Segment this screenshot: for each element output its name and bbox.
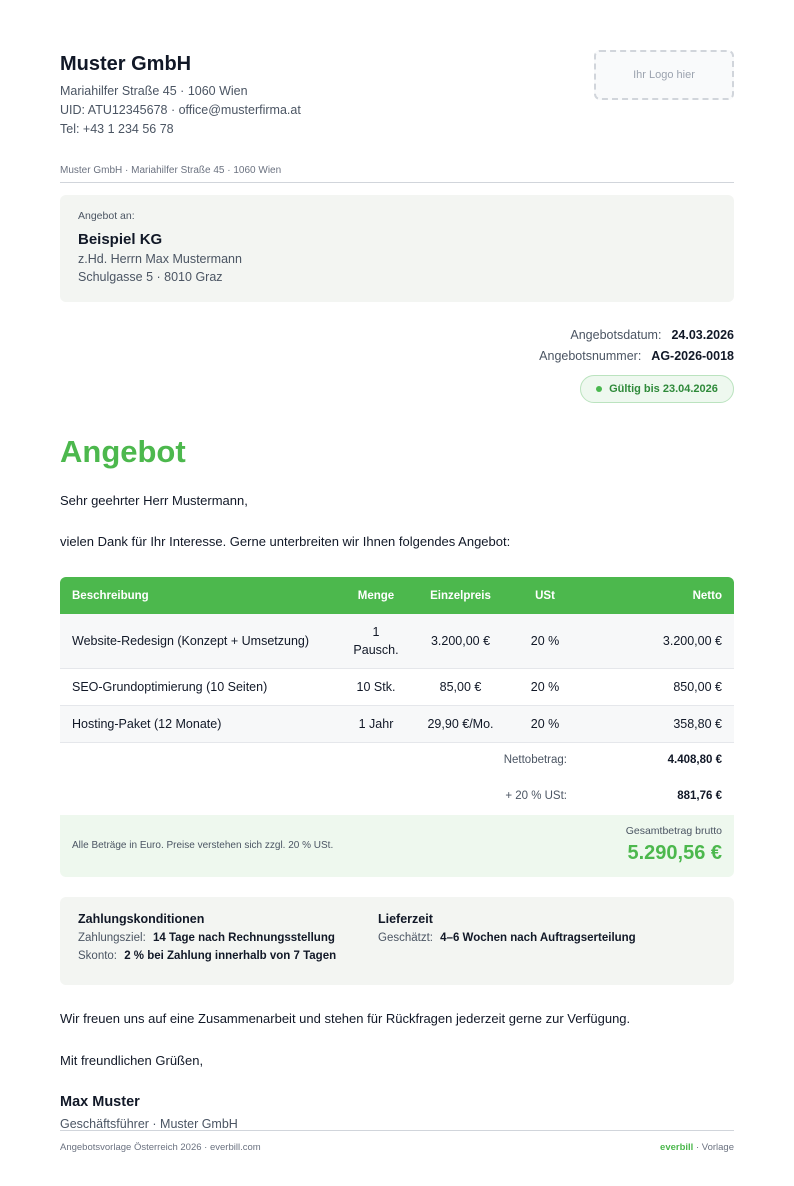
delivery-line [378,932,636,944]
sender-line: Muster GmbH · Mariahilfer Straße 45 · 1060 Wien [60,165,734,183]
recipient-attention: z.Hd. Herrn Max Mustermann [78,252,242,266]
company-uid-email: UID: ATU12345678 · office@musterfirma.at [60,103,301,117]
row-unit-price: 85,00 € [439,680,482,694]
vat-total-row [60,790,734,802]
table-row [60,614,734,669]
header-description: Beschreibung [72,589,149,602]
recipient-box [60,195,734,302]
closing-text: Wir freuen uns auf eine Zusammenarbeit und stehen für Rückfragen jederzeit gerne zur Verfügung. [60,1011,631,1026]
company-phone: Tel: +43 1 234 56 78 [60,122,174,136]
vat-total-value: 881,76 € [677,790,722,802]
table-header [60,577,734,614]
payment-term-label: Zahlungsziel: [78,932,146,944]
row-quantity-unit: Pausch. [353,643,399,657]
header-unit-price: Einzelpreis [430,589,491,602]
row-vat: 20 % [530,634,560,648]
row-net: 3.200,00 € [662,634,722,648]
footer-suffix: · Vorlage [693,1142,734,1153]
row-unit-price: 3.200,00 € [430,634,491,648]
recipient-name: Beispiel KG [78,231,163,248]
row-vat: 20 % [530,680,560,694]
company-name: Muster GmbH [60,53,192,75]
offer-document [60,0,734,1186]
signer-role: Geschäftsführer · Muster GmbH [60,1117,238,1131]
discount-label: Skonto: [78,950,117,962]
logo-placeholder-text: Ihr Logo hier [633,69,695,81]
row-vat: 20 % [530,717,560,731]
validity-badge-text: Gültig bis 23.04.2026 [609,383,718,395]
row-net: 358,80 € [673,717,722,731]
net-total-label: Nettobetrag: [503,754,567,766]
items-table [60,577,734,743]
gross-total-label: Gesamtbetrag brutto [625,825,722,837]
row-description: SEO-Grundoptimierung (10 Seiten) [72,680,268,694]
payment-term-value: 14 Tage nach Rechnungsstellung [152,932,335,944]
footer-brand-block [660,1142,734,1153]
recipient-address: Schulgasse 5 · 8010 Graz [78,270,223,284]
delivery-value: 4–6 Wochen nach Auftragserteilung [440,932,636,944]
header-quantity: Menge [357,589,395,602]
offer-number-value: AG-2026-0018 [651,349,734,363]
footer-left-text: Angebotsvorlage Österreich 2026 · everbill.com [60,1142,261,1153]
offer-date-row [570,328,734,342]
offer-number-row [539,349,734,363]
signer-name: Max Muster [60,1094,140,1110]
offer-date-value: 24.03.2026 [671,328,734,342]
net-total-value: 4.408,80 € [667,754,722,766]
row-quantity: 10 Stk. [356,680,396,694]
row-quantity: 1 Jahr [358,717,394,731]
row-description: Hosting-Paket (12 Monate) [72,717,222,731]
status-dot-icon [596,386,602,392]
row-quantity [335,623,417,659]
row-quantity-amount: 1 [372,625,380,639]
currency-note: Alle Beträge in Euro. Preise verstehen sich zzgl. 20 % USt. [72,840,334,851]
validity-badge [580,375,734,403]
document-title: Angebot [60,434,186,469]
row-description: Website-Redesign (Konzept + Umsetzung) [72,634,310,648]
logo-placeholder [594,50,734,100]
gross-total-box [60,815,734,877]
recipient-label: Angebot an: [78,210,135,222]
intro-text: vielen Dank für Ihr Interesse. Gerne unterbreiten wir Ihnen folgendes Angebot: [60,534,511,549]
footer-brand: everbill [660,1142,694,1153]
row-unit-price: 29,90 €/Mo. [427,717,494,731]
payment-terms-title: Zahlungskonditionen [78,912,205,926]
table-row [60,669,734,706]
net-total-row [60,754,734,766]
offer-number-label: Angebotsnummer: [539,349,642,363]
delivery-label: Geschätzt: [378,932,433,944]
header-net: Netto [692,589,722,602]
offer-date-label: Angebotsdatum: [570,328,662,342]
payment-terms [78,912,336,962]
vat-total-label: + 20 % USt: [505,790,567,802]
salutation: Sehr geehrter Herr Mustermann, [60,493,248,508]
closing-greeting: Mit freundlichen Grüßen, [60,1053,204,1068]
table-row [60,706,734,743]
header-vat: USt [535,589,555,602]
company-address: Mariahilfer Straße 45 · 1060 Wien [60,84,248,98]
delivery-terms [378,912,636,944]
discount-line [78,950,336,962]
row-net: 850,00 € [673,680,722,694]
discount-value: 2 % bei Zahlung innerhalb von 7 Tagen [124,950,337,962]
gross-total-value: 5.290,56 € [627,842,722,864]
page-footer [60,1130,734,1153]
delivery-title: Lieferzeit [378,912,433,926]
terms-box [60,897,734,985]
payment-term-line [78,932,336,944]
